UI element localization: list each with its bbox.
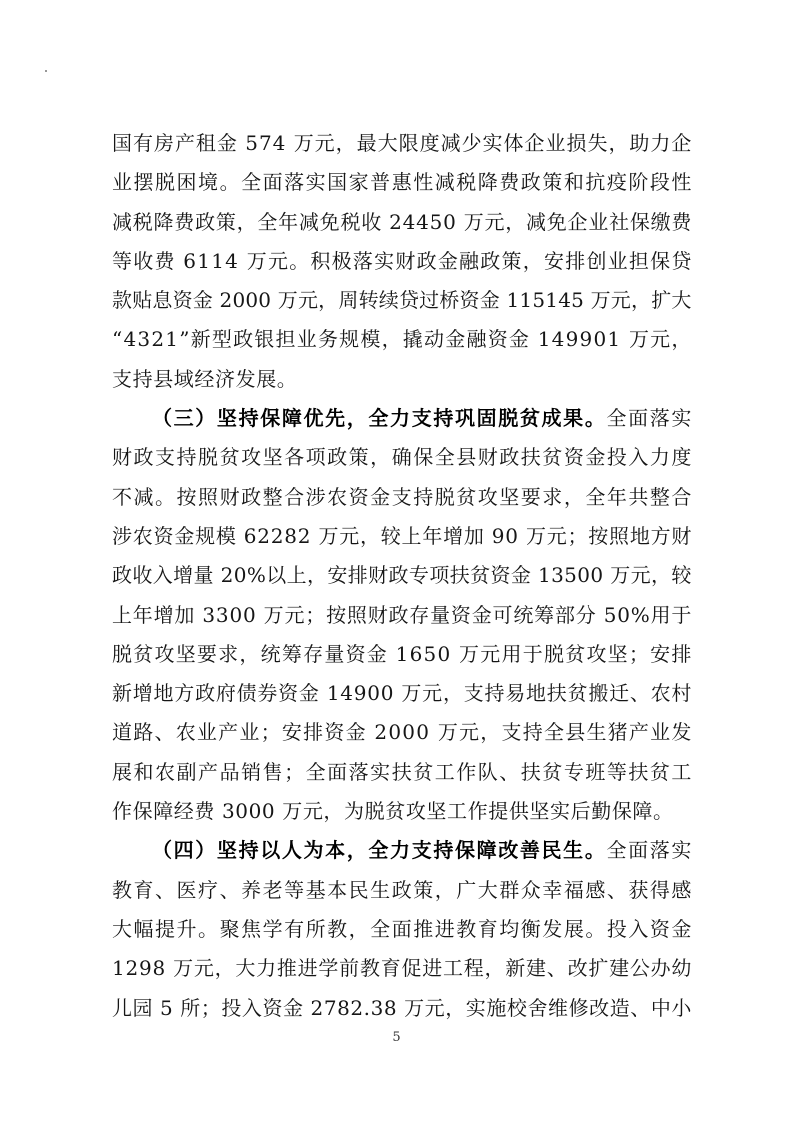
line-text: 业摆脱困境。全面落实国家普惠性减税降费政策和抗疫阶段性 xyxy=(112,170,693,195)
scan-speck xyxy=(45,70,47,72)
line-text: 儿园 5 所；投入资金 2782.38 万元，实施校舍维修改造、中小 xyxy=(112,995,692,1020)
text-line xyxy=(112,556,692,595)
text-line xyxy=(112,242,692,281)
text-line xyxy=(112,517,692,556)
text-line xyxy=(112,949,692,988)
line-text: 全面落实 xyxy=(606,406,694,431)
line-text: 全面落实 xyxy=(606,838,694,863)
line-text: 大幅提升。聚焦学有所教，全面推进教育均衡发展。投入资金 xyxy=(112,916,693,941)
page-number: 5 xyxy=(392,1030,401,1045)
line-text: 款贴息资金 2000 万元，周转续贷过桥资金 115145 万元，扩大 xyxy=(112,288,692,313)
body-text xyxy=(112,124,692,1028)
text-line xyxy=(112,713,692,752)
text-line xyxy=(112,281,692,320)
text-line xyxy=(112,203,692,242)
line-text: 上年增加 3300 万元；按照财政存量资金可统筹部分 50%用于 xyxy=(112,602,693,627)
text-line xyxy=(112,163,692,202)
text-line xyxy=(112,910,692,949)
text-line xyxy=(112,320,692,359)
text-line xyxy=(112,360,692,399)
line-text: 涉农资金规模 62282 万元，较上年增加 90 万元；按照地方财 xyxy=(112,523,693,548)
line-text: 不减。按照财政整合涉农资金支持脱贫攻坚要求，全年共整合 xyxy=(112,484,693,509)
section-heading: （三）坚持保障优先，全力支持巩固脱贫成果。 xyxy=(152,406,607,431)
line-text: 等收费 6114 万元。积极落实财政金融政策，安排创业担保贷 xyxy=(112,248,693,273)
line-text: 脱贫攻坚要求，统筹存量资金 1650 万元用于脱贫攻坚；安排 xyxy=(112,641,693,666)
section-heading: （四）坚持以人为本，全力支持保障改善民生。 xyxy=(152,838,607,863)
line-text: 财政支持脱贫攻坚各项政策，确保全县财政扶贫资金投入力度 xyxy=(112,445,693,470)
line-text: 政收入增量 20%以上，安排财政专项扶贫资金 13500 万元，较 xyxy=(112,563,692,588)
text-line xyxy=(112,753,692,792)
text-line-with-heading xyxy=(112,399,692,438)
line-text: 减税降费政策，全年减免税收 24450 万元，减免企业社保缴费 xyxy=(112,209,693,234)
line-text: 教育、医疗、养老等基本民生政策，广大群众幸福感、获得感 xyxy=(112,877,693,902)
text-line xyxy=(112,478,692,517)
text-line-with-heading xyxy=(112,831,692,870)
line-text: 支持县域经济发展。 xyxy=(112,366,298,391)
text-line xyxy=(112,124,692,163)
line-text: 作保障经费 3000 万元，为脱贫攻坚工作提供坚实后勤保障。 xyxy=(112,799,674,824)
text-line xyxy=(112,989,692,1028)
text-line xyxy=(112,792,692,831)
line-text: “4321”新型政银担业务规模，撬动金融资金 149901 万元， xyxy=(112,327,693,352)
line-text: 道路、农业产业；安排资金 2000 万元，支持全县生猪产业发 xyxy=(112,720,693,745)
text-line xyxy=(112,674,692,713)
line-text: 1298 万元，大力推进学前教育促进工程，新建、改扩建公办幼 xyxy=(112,956,693,981)
line-text: 国有房产租金 574 万元，最大限度减少实体企业损失，助力企 xyxy=(112,131,693,155)
text-line xyxy=(112,596,692,635)
text-line xyxy=(112,438,692,477)
text-line xyxy=(112,635,692,674)
line-text: 展和农副产品销售；全面落实扶贫工作队、扶贫专班等扶贫工 xyxy=(112,759,693,784)
text-line xyxy=(112,871,692,910)
line-text: 新增地方政府债券资金 14900 万元，支持易地扶贫搬迁、农村 xyxy=(112,681,693,706)
